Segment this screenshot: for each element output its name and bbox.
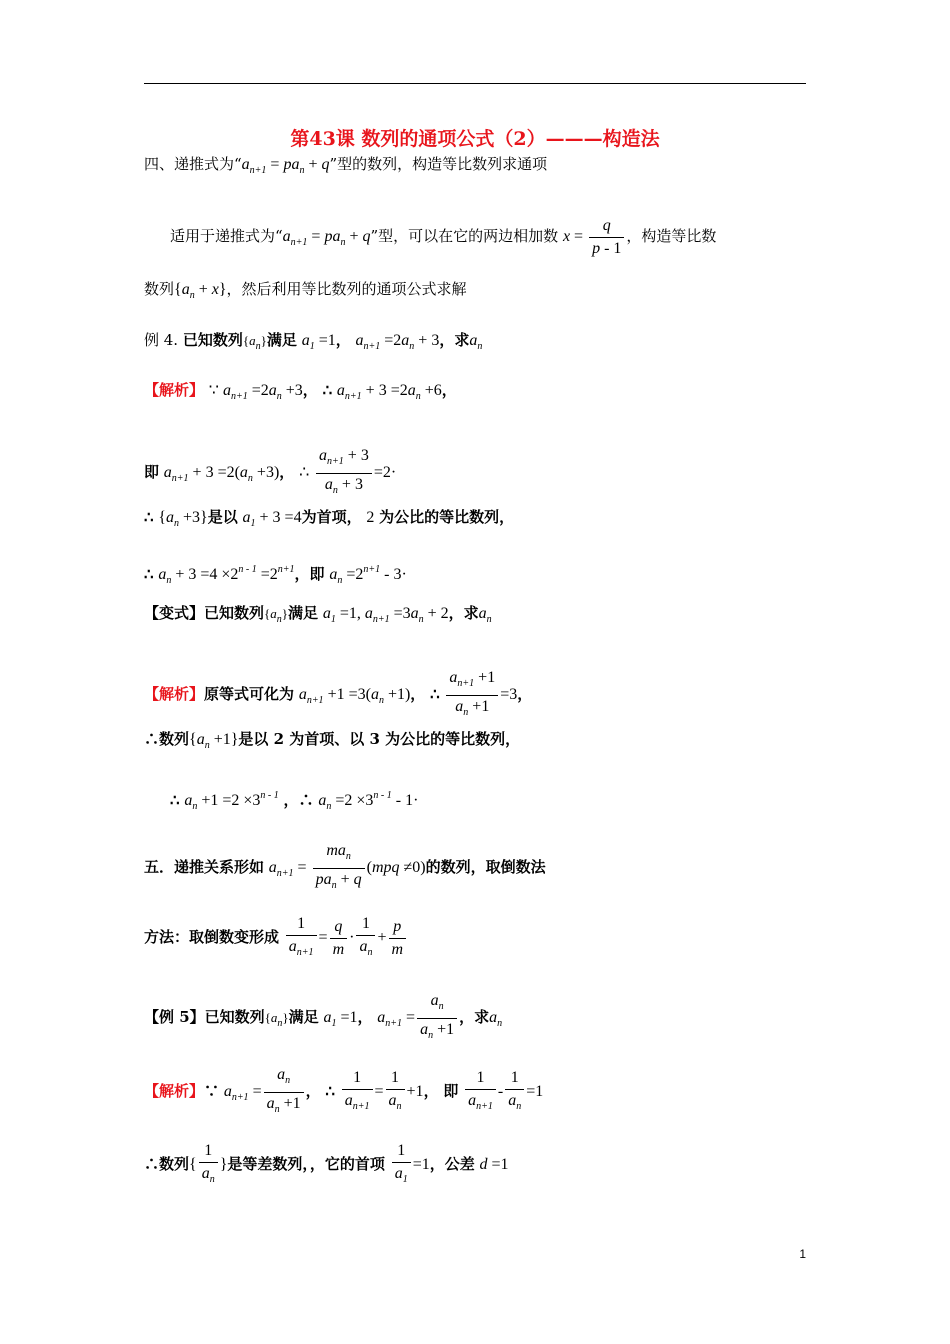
formula: $a_{n+1}$ = $\frac{a_n}{a_n +1}$ <box>224 1083 306 1100</box>
variant-solution-2 <box>144 729 520 756</box>
formula: $a_{n+1} = pa_n + q$ <box>241 156 330 176</box>
therefore-symbol: ∴ <box>170 791 180 809</box>
formula: $a_{n+1} + 3 =2(a_n +3)$ <box>163 464 280 485</box>
text: 即 <box>309 565 325 583</box>
example-4-solution-3 <box>144 507 514 534</box>
variant-label: 【变式】已知数列 <box>144 604 265 622</box>
therefore-symbol: ∴ <box>325 1082 335 1101</box>
variant-solution-1: 【解析】原等式可化为 $a_{n+1} +1 =3(a_n +1)$， ∴ $\frac{a_{n+1} +1}{a_n +1}$ =3， <box>144 669 533 718</box>
formula: $\frac{1}{a_{n+1}}$ = $\frac{1}{a_n}$ +1 <box>340 1083 424 1100</box>
text: ，然后利用等比数列的通项公式求解 <box>226 280 467 298</box>
text: ”型，可以在它的两边相加数 <box>370 227 559 246</box>
formula: $a_{n+1} + 3 =2a_n +6$ <box>336 382 442 402</box>
therefore-symbol: ∴ <box>430 685 440 704</box>
text: ，求 <box>448 604 479 622</box>
text: 适用于递推式为“ <box>170 227 283 246</box>
formula: $a_1 + 3 =4$ <box>242 509 302 529</box>
formula: d =1 <box>479 1156 509 1174</box>
formula-fraction: $\frac{a_{n+1} +1}{a_n +1}$ =3 <box>444 686 517 703</box>
text: 原等式可化为 <box>204 685 295 704</box>
formula: { $\frac{1}{a_n}$ } <box>189 1142 228 1185</box>
text: 数列 <box>144 280 175 298</box>
solution-label: 【解析】 <box>144 381 205 399</box>
text: 为首项， <box>301 508 362 526</box>
formula: $\frac{1}{a_{n+1}}$ - $\frac{1}{a_n}$ =1 <box>463 1083 543 1100</box>
therefore-symbol: ∴ <box>322 381 333 399</box>
text: ∴数列 <box>144 1155 190 1174</box>
formula: $a_{n+1}$ = $\frac{ma_n}{pa_n + q}$ (mpq ≠0) <box>268 842 426 891</box>
formula: $\{a_n\}$ <box>264 606 289 625</box>
formula: $a_{n+1}$ = $\frac{a_n}{a_n +1}$ <box>377 1009 459 1026</box>
text: 五．递推关系形如 <box>144 858 265 877</box>
text: ，求 <box>459 1008 490 1027</box>
text: 即 <box>144 463 160 482</box>
formula: $a_n$ <box>489 1009 503 1030</box>
example-4: 例 4. 已知数列$\{a_n\}$满足 $a_1 =1$， $a_{n+1} =2a_n + 3$，求$a_n$ <box>144 331 483 352</box>
solution-label: 【解析】 <box>144 685 205 704</box>
formula: $\{a_n + x\}$ <box>174 281 227 301</box>
formula: $a_n +1 =2 \times 3^{n - 1}$ <box>184 790 279 812</box>
solution-label: 【解析】 <box>144 1082 205 1101</box>
formula: $a_{n+1} =2a_n + 3$ <box>355 332 440 352</box>
section-5-heading <box>144 840 546 897</box>
text: 方法：取倒数变形成 <box>144 928 280 947</box>
example-4-solution-2: 即 $a_{n+1} + 3 =2(a_n +3)$， ∴ $\frac{a_{n+1} + 3}{a_n + 3}$ =2· <box>144 447 397 496</box>
formula: $\{a_n +1\}$ <box>189 731 239 751</box>
formula-fraction: $\frac{a_{n+1} + 3}{a_n + 3}$ =2· <box>314 464 396 481</box>
formula-x: x = $\frac{q}{p - 1}$ <box>563 228 626 245</box>
formula: $\frac{1}{a_1}$ =1 <box>390 1156 430 1173</box>
text: 满足 <box>288 1008 319 1027</box>
variant-solution-3: ∴ $a_n +1 =2 \times 3^{n - 1}$ ，∴ $a_n =2 \times 3^{n - 1} - 1\cdot$ <box>170 790 419 812</box>
example-5-solution-2 <box>144 1140 509 1191</box>
text: 为公比的等比数列， <box>379 508 515 526</box>
text: 满足 <box>266 331 297 349</box>
text: 已知数列 <box>182 331 243 349</box>
text: 即 <box>443 1082 459 1101</box>
text: 满足 <box>288 604 319 622</box>
formula: $\{a_n +3\}$ <box>158 509 208 529</box>
page-title: 第43课 数列的通项公式（2）———构造法 <box>290 128 660 150</box>
text: 的数列，取倒数法 <box>425 858 546 877</box>
formula: $a_n$ <box>469 332 483 352</box>
text: ，构造等比数 <box>626 227 717 246</box>
example-4-solution-1: 【解析】 ∵ $a_{n+1} =2a_n +3$， ∴ $a_{n+1} + 3 =2a_n +6$， <box>144 381 457 402</box>
variant <box>144 603 492 630</box>
therefore-symbol: ∴ <box>144 508 154 526</box>
text: ，公差 <box>429 1155 475 1174</box>
formula: $a_1 =1$ <box>301 332 336 352</box>
formula: $a_n$ <box>478 605 492 625</box>
formula: $a_n =2 \times 3^{n - 1} - 1\cdot$ <box>318 790 419 812</box>
formula: $\frac{1}{a_{n+1}}$ = $\frac{q}{m}$ · $\frac{1}{a_n}$ + $\frac{p}{m}$ <box>284 929 408 946</box>
text: ”型的数列，构造等比数列求通项 <box>329 155 548 173</box>
formula: $a_1 =1$ <box>323 1009 358 1030</box>
text: 是以 <box>207 508 238 526</box>
method-line <box>144 913 408 964</box>
formula: $a_n =2^{n+1} - 3\cdot$ <box>329 564 407 586</box>
text: 四、递推式为“ <box>144 155 242 173</box>
formula: $a_1 =1$, $a_{n+1} =3a_n + 2$ <box>322 605 449 625</box>
example-5-solution-1: 【解析】∵ $a_{n+1}$ = $\frac{a_n}{a_n +1}$ ， ∴ $\frac{1}{a_{n+1}}$ = $\frac{1}{a_n}$ +1， 即 $\frac{1}{a_{n+1}}$ - $\frac{1}{a_n}$ =1 <box>144 1066 544 1115</box>
text: 求 <box>454 331 470 349</box>
text: 是以 2 为首项、以 3 为公比的等比数列， <box>238 730 521 748</box>
formula: $\{a_n\}$ <box>242 333 267 352</box>
example-label: 例 4. <box>144 331 179 349</box>
therefore-symbol: ∴ <box>144 565 154 583</box>
example-5: 【例 5】已知数列$\{a_n\}$满足 $a_1 =1$， $a_{n+1}$ = $\frac{a_n}{a_n +1}$ ，求$a_n$ <box>144 992 503 1041</box>
example-label: 【例 5】已知数列 <box>144 1008 265 1027</box>
formula: 2 <box>366 509 375 526</box>
example-4-solution-4: ∴ $a_n + 3 =4 \times 2^{n - 1} =2^{n+1}$，即 $a_n =2^{n+1} - 3\cdot$ <box>144 564 407 586</box>
text: ∴数列 <box>144 730 190 748</box>
formula: $a_{n+1} +1 =3(a_n +1)$ <box>298 686 411 707</box>
formula: ∵ $a_{n+1} =2a_n +3$ <box>208 382 303 402</box>
therefore-symbol: ∴ <box>298 791 314 809</box>
text: 是等差数列，，它的首项 <box>227 1155 385 1174</box>
header-rule <box>144 83 806 84</box>
formula: $a_{n+1} = pa_n + q$ <box>282 228 371 249</box>
page-number: 1 <box>799 1247 806 1261</box>
formula: $\{a_n\}$ <box>264 1010 289 1030</box>
section-4-method-cont <box>144 279 467 306</box>
formula: $a_n + 3 =4 \times 2^{n - 1} =2^{n+1}$ <box>158 564 295 586</box>
section-4-heading <box>144 154 547 181</box>
section-4-method <box>170 215 716 260</box>
